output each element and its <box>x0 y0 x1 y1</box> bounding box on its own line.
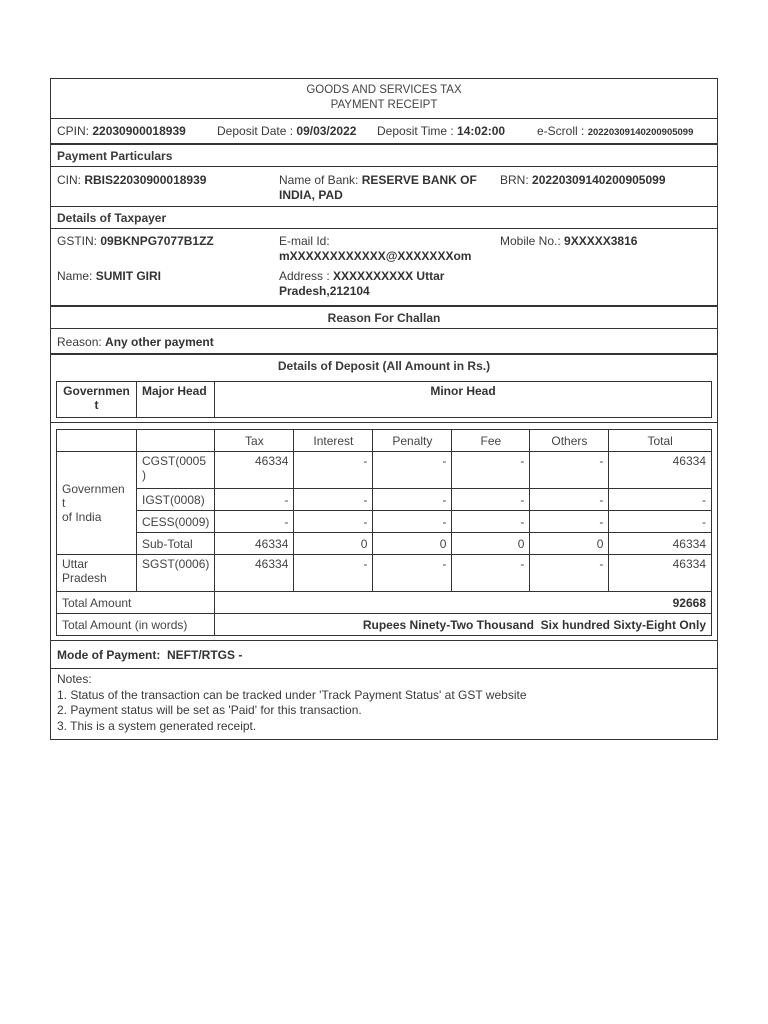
sub-header: Tax <box>215 430 294 452</box>
sub-header: Penalty <box>373 430 452 452</box>
gstin: GSTIN: 09BKNPG7077B1ZZ <box>57 234 214 248</box>
total-label: Total Amount <box>57 592 215 614</box>
words-label: Total Amount (in words) <box>57 614 215 636</box>
deposit-time: Deposit Time : 14:02:00 <box>377 124 506 138</box>
note-item: 1. Status of the transaction can be tracked under 'Track Payment Status' at GST website <box>57 687 527 702</box>
summary-row <box>51 119 717 145</box>
bank-name: Name of Bank: RESERVE BANK OF INDIA, PAD <box>279 173 477 202</box>
brn: BRN: 20220309140200905099 <box>500 173 666 187</box>
total-row <box>57 592 712 614</box>
notes <box>51 669 717 739</box>
note-item: 3. This is a system generated receipt. <box>57 718 257 733</box>
words-row <box>57 614 712 636</box>
sub-header: Fee <box>452 430 530 452</box>
note-item: 2. Payment status will be set as 'Paid' for this transaction. <box>57 703 362 717</box>
table-row: CESS(0009) - - - - - - <box>57 511 712 533</box>
notes-heading: Notes: <box>57 672 92 686</box>
cin: CIN: RBIS22030900018939 <box>57 173 207 187</box>
taxpayer-name: Name: SUMIT GIRI <box>57 269 162 283</box>
title-line-1: GOODS AND SERVICES TAX <box>306 84 462 96</box>
title-line-2: PAYMENT RECEIPT <box>330 99 438 111</box>
deposit-date: Deposit Date : 09/03/2022 <box>217 124 357 138</box>
receipt-title <box>51 79 717 119</box>
table-row: Uttar Pradesh SGST(0006) 46334 - - - - 46334 <box>57 555 712 592</box>
col-major-head: Major Head <box>137 382 215 418</box>
taxpayer-details <box>51 229 717 307</box>
payment-receipt <box>50 78 718 740</box>
total-in-words: Rupees Ninety-Two Thousand Six hundred Sixty-Eight Only <box>215 614 712 636</box>
table-row: IGST(0008) - - - - - - <box>57 489 712 511</box>
deposit-table <box>56 429 712 636</box>
sub-header: Interest <box>294 430 373 452</box>
head-table-wrap <box>51 377 717 423</box>
total-amount: 92668 <box>215 592 712 614</box>
deposit-heading: Details of Deposit (All Amount in Rs.) <box>277 359 491 373</box>
address: Address : XXXXXXXXXX Uttar Pradesh,212104 <box>279 269 445 298</box>
cpin: CPIN: 22030900018939 <box>57 124 186 138</box>
challan-reason: Reason: Any other payment <box>51 329 717 355</box>
mode-of-payment: Mode of Payment: NEFT/RTGS - <box>51 641 717 669</box>
deposit-table-wrap <box>51 423 717 641</box>
state-cell: Uttar Pradesh <box>57 555 137 592</box>
e-scroll: e-Scroll : 20220309140200905099 <box>537 124 694 138</box>
table-row: Governmen t of India CGST(0005 ) 46334 - - - - 46334 <box>57 452 712 489</box>
payment-particulars <box>51 167 717 207</box>
col-minor-head: Minor Head <box>215 382 712 418</box>
sub-header: Others <box>530 430 609 452</box>
col-government: Governmen t <box>57 382 137 418</box>
payment-particulars-heading: Payment Particulars <box>51 145 717 167</box>
gov-india-cell: Governmen t of India <box>57 452 137 555</box>
email: E-mail Id: mXXXXXXXXXXXX@XXXXXXXom <box>279 234 472 263</box>
head-table <box>56 381 712 418</box>
sub-header: Total <box>609 430 712 452</box>
challan-heading: Reason For Challan <box>51 307 717 329</box>
taxpayer-heading: Details of Taxpayer <box>51 207 717 229</box>
table-row: Sub-Total 46334 0 0 0 0 46334 <box>57 533 712 555</box>
mobile: Mobile No.: 9XXXXX3816 <box>500 234 638 248</box>
